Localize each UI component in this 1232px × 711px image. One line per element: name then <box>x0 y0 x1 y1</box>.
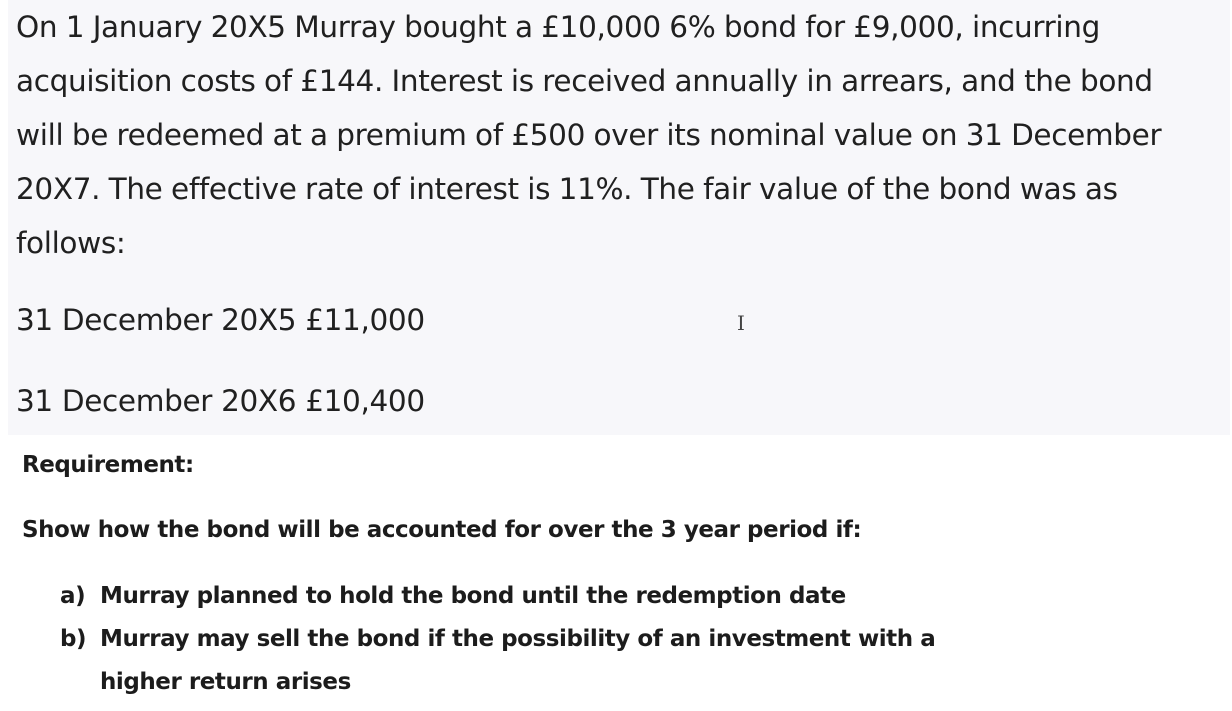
fair-value-20x6: 31 December 20X6 £10,400 <box>16 384 425 418</box>
requirement-intro: Show how the bond will be accounted for over the 3 year period if: <box>22 517 862 543</box>
text-cursor-icon: I <box>737 311 745 335</box>
question-line: will be redeemed at a premium of £500 over its nominal value on 31 December <box>16 118 1162 152</box>
question-line: On 1 January 20X5 Murray bought a £10,000 6% bond for £9,000, incurring <box>16 10 1100 44</box>
question-paragraph <box>16 0 1228 270</box>
item-marker: b) <box>60 626 87 652</box>
question-line: follows: <box>16 226 126 260</box>
question-line: acquisition costs of £144. Interest is received annually in arrears, and the bond <box>16 64 1153 98</box>
requirement-heading: Requirement: <box>22 452 194 478</box>
item-marker: a) <box>60 583 86 609</box>
item-text: Murray planned to hold the bond until the redemption date <box>100 583 846 609</box>
fair-value-20x5: 31 December 20X5 £11,000 <box>16 303 425 337</box>
item-text: Murray may sell the bond if the possibility of an investment with a <box>100 626 936 652</box>
question-line: 20X7. The effective rate of interest is 11%. The fair value of the bond was as <box>16 172 1118 206</box>
item-text-continuation: higher return arises <box>100 669 351 695</box>
